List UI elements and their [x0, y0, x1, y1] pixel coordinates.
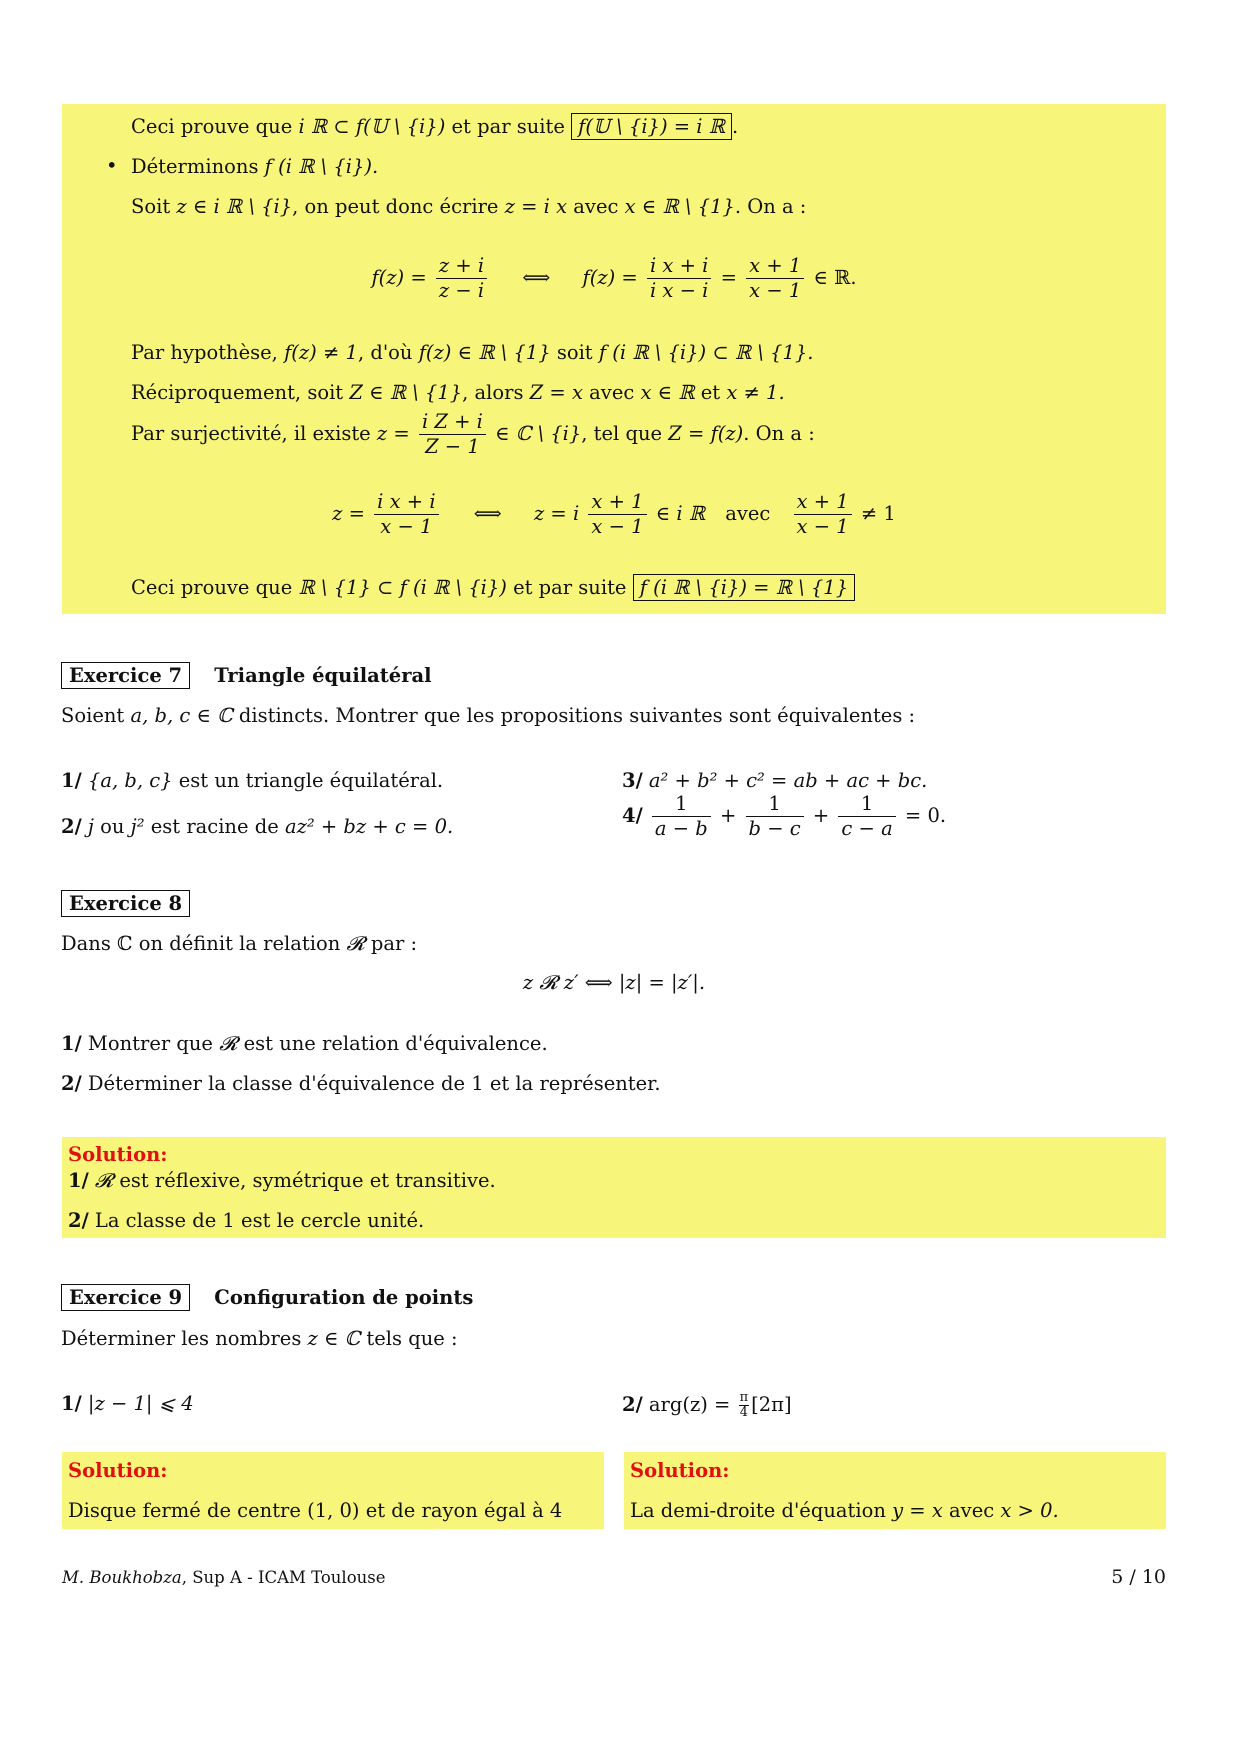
exercise-8-header: [61, 891, 190, 917]
exercise-7-q2: 2/ j ou j² est racine de az² + bz + c = 0.: [61, 815, 454, 838]
exercise-9-q1: 1/ |z − 1| ⩽ 4: [61, 1392, 194, 1415]
exercise-8-solution-label: Solution:: [68, 1143, 168, 1166]
proof-line-final: Ceci prouve que ℝ \ {1} ⊂ f (i ℝ \ {i}) et par suite f (i ℝ \ {i}) = ℝ \ {1}: [131, 575, 855, 601]
proof-reciprocal-line: Réciproquement, soit Z ∈ ℝ \ {1}, alors Z = x avec x ∈ ℝ et x ≠ 1.: [131, 381, 785, 404]
exercise-8-solution-2: 2/ La classe de 1 est le cercle unité.: [68, 1209, 425, 1232]
exercise-8-solution-1: 1/ 𝓡 est réflexive, symétrique et transitive.: [68, 1169, 496, 1192]
exercise-9-q2: 2/ arg(z) = $\frac{\pi}{4}$ [2π]: [622, 1390, 792, 1420]
proof-hypothesis-line: Par hypothèse, f(z) ≠ 1, d'où f(z) ∈ ℝ \ {1} soit f (i ℝ \ {i}) ⊂ ℝ \ {1}.: [131, 341, 814, 364]
exercise-8-equation: z 𝓡 z′ ⟺ |z| = |z′|.: [522, 971, 706, 994]
exercise-7-label: Exercice 7: [61, 662, 190, 689]
proof-bullet-line: Déterminons f (i ℝ \ {i}).: [131, 155, 379, 178]
proof-soit-line: Soit z ∈ i ℝ \ {i}, on peut donc écrire z = i x avec x ∈ ℝ \ {1}. On a :: [131, 195, 807, 218]
boxed-result-1: f(𝕌 \ {i}) = i ℝ: [571, 113, 732, 140]
exercise-7-q4: 4/ $\frac{1}{a - b}$ + $\frac{1}{b - c}$ + $\frac{1}{c - a}$ = 0.: [622, 792, 947, 840]
exercise-8-q1: 1/ Montrer que 𝓡 est une relation d'équivalence.: [61, 1032, 548, 1055]
page-number: 5 / 10: [1111, 1566, 1166, 1588]
exercise-7-q3: 3/ a² + b² + c² = ab + ac + bc.: [622, 769, 928, 792]
exercise-9-solution-2-text: La demi-droite d'équation y = x avec x > 0.: [630, 1499, 1059, 1522]
exercise-8-label: Exercice 8: [61, 890, 190, 917]
equation-2: z = $\frac{\text{i x + i}}{x - 1}$ ⟺ z = i $\frac{x + 1}{x - 1}$ ∈ i ℝ avec $\frac{x + 1}{x - 1}$ ≠ 1: [332, 490, 896, 538]
exercise-9-title: Configuration de points: [214, 1286, 474, 1309]
exercise-7-q1: 1/ {a, b, c} est un triangle équilatéral.: [61, 769, 444, 792]
exercise-8-q2: 2/ Déterminer la classe d'équivalence de 1 et la représenter.: [61, 1072, 661, 1095]
bullet-icon: •: [106, 154, 118, 177]
exercise-9-header: [61, 1285, 473, 1311]
exercise-7-intro: Soient a, b, c ∈ ℂ distincts. Montrer que les propositions suivantes sont équivalentes :: [61, 704, 916, 727]
equation-1: f(z) = $\frac{z + i}{z - i}$ ⟺ f(z) = $\frac{\text{i x + i}}{\text{i x − i}}$ = $\frac{x + 1}{x - 1}$ ∈ ℝ.: [371, 254, 857, 302]
proof-line-1: Ceci prouve que i ℝ ⊂ f(𝕌 \ {i}) et par suite f(𝕌 \ {i}) = i ℝ .: [131, 115, 739, 138]
exercise-9-label: Exercice 9: [61, 1284, 190, 1311]
footer-author: M. Boukhobza, Sup A - ICAM Toulouse: [62, 1568, 386, 1587]
boxed-result-2: f (i ℝ \ {i}) = ℝ \ {1}: [633, 574, 855, 601]
exercise-7-title: Triangle équilatéral: [214, 664, 432, 687]
exercise-9-solution-2-label: Solution:: [630, 1459, 730, 1482]
exercise-9-solution-1-label: Solution:: [68, 1459, 168, 1482]
exercise-7-header: [61, 663, 432, 689]
proof-surjectivity-line: Par surjectivité, il existe z = $\frac{\text{i Z + i}}{Z - 1}$ ∈ ℂ \ {i}, tel que Z = f(z). On a :: [131, 410, 815, 458]
exercise-8-intro: Dans ℂ on définit la relation 𝓡 par :: [61, 932, 418, 955]
exercise-9-intro: Déterminer les nombres z ∈ ℂ tels que :: [61, 1327, 458, 1350]
exercise-9-solution-1-text: Disque fermé de centre (1, 0) et de rayon égal à 4: [68, 1499, 563, 1522]
